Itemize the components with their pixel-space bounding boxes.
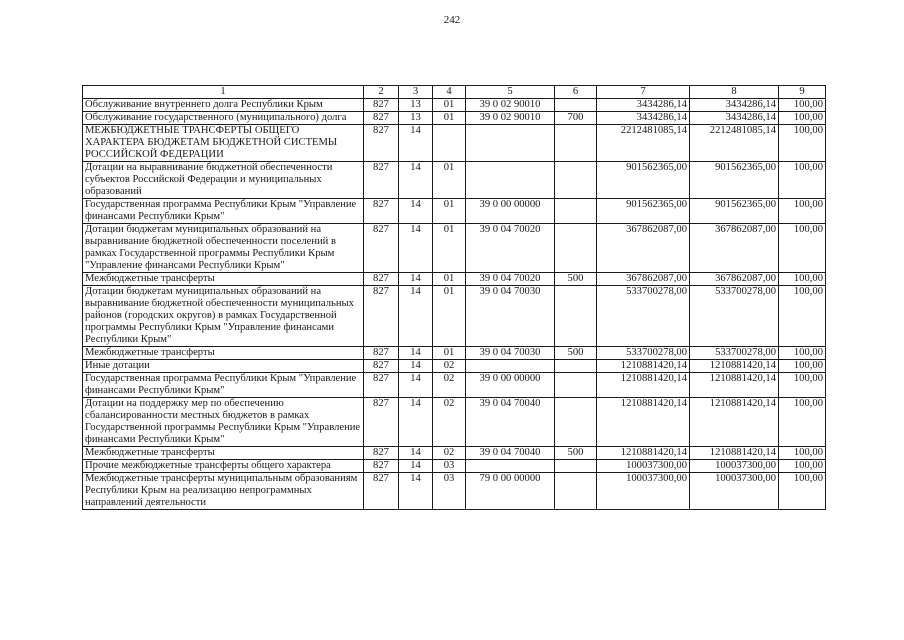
row-section: 14 [399,224,433,273]
row-section: 14 [399,473,433,510]
row-actual-amount: 1210881420,14 [690,447,779,460]
row-section: 14 [399,162,433,199]
row-target-code: 39 0 04 70020 [466,224,555,273]
row-plan-amount: 100037300,00 [597,460,690,473]
row-actual-amount: 1210881420,14 [690,398,779,447]
row-percent: 100,00 [779,373,826,398]
row-percent: 100,00 [779,447,826,460]
row-ministry-code: 827 [364,162,399,199]
col-header: 4 [433,86,466,99]
row-plan-amount: 901562365,00 [597,162,690,199]
row-expense-type: 500 [555,347,597,360]
row-expense-type [555,286,597,347]
row-plan-amount: 3434286,14 [597,99,690,112]
row-name: Дотации бюджетам муниципальных образований на выравнивание бюджетной обеспеченности муниципальных районов (городских округов) в рамках Государственной программы Республики Крым "Управление финансами Республики Крым" [83,286,364,347]
row-subsection: 01 [433,273,466,286]
row-target-code [466,460,555,473]
row-ministry-code: 827 [364,273,399,286]
table-row [83,447,826,460]
row-expense-type: 500 [555,273,597,286]
table-row [83,162,826,199]
row-target-code [466,162,555,199]
row-name: Межбюджетные трансферты [83,347,364,360]
table-row [83,286,826,347]
row-section: 14 [399,199,433,224]
row-actual-amount: 100037300,00 [690,473,779,510]
row-subsection: 03 [433,460,466,473]
row-ministry-code: 827 [364,460,399,473]
row-expense-type: 500 [555,447,597,460]
row-actual-amount: 1210881420,14 [690,373,779,398]
row-target-code: 39 0 02 90010 [466,112,555,125]
row-ministry-code: 827 [364,99,399,112]
row-name: Межбюджетные трансферты муниципальным образованиям Республики Крым на реализацию непрограммных направлений деятельности [83,473,364,510]
row-percent: 100,00 [779,347,826,360]
row-section: 14 [399,360,433,373]
row-expense-type [555,460,597,473]
col-header: 2 [364,86,399,99]
row-target-code: 39 0 04 70020 [466,273,555,286]
row-name: Иные дотации [83,360,364,373]
row-subsection: 03 [433,473,466,510]
col-header: 7 [597,86,690,99]
row-percent: 100,00 [779,125,826,162]
row-actual-amount: 2212481085,14 [690,125,779,162]
row-percent: 100,00 [779,224,826,273]
row-percent: 100,00 [779,273,826,286]
row-percent: 100,00 [779,460,826,473]
row-ministry-code: 827 [364,473,399,510]
row-expense-type [555,99,597,112]
row-actual-amount: 367862087,00 [690,224,779,273]
table-row [83,99,826,112]
row-percent: 100,00 [779,286,826,347]
row-ministry-code: 827 [364,347,399,360]
row-expense-type [555,398,597,447]
table-row [83,224,826,273]
row-actual-amount: 901562365,00 [690,199,779,224]
row-section: 14 [399,286,433,347]
row-ministry-code: 827 [364,224,399,273]
row-ministry-code: 827 [364,112,399,125]
row-actual-amount: 901562365,00 [690,162,779,199]
row-actual-amount: 1210881420,14 [690,360,779,373]
row-ministry-code: 827 [364,360,399,373]
row-name: Межбюджетные трансферты [83,273,364,286]
table-row [83,398,826,447]
row-ministry-code: 827 [364,199,399,224]
row-percent: 100,00 [779,398,826,447]
row-target-code: 39 0 00 00000 [466,199,555,224]
row-section: 13 [399,112,433,125]
row-actual-amount: 533700278,00 [690,347,779,360]
row-section: 13 [399,99,433,112]
row-target-code [466,125,555,162]
row-subsection: 01 [433,199,466,224]
col-header: 5 [466,86,555,99]
col-header: 1 [83,86,364,99]
row-subsection: 01 [433,162,466,199]
row-subsection: 02 [433,447,466,460]
row-plan-amount: 3434286,14 [597,112,690,125]
row-subsection [433,125,466,162]
row-actual-amount: 533700278,00 [690,286,779,347]
col-header: 3 [399,86,433,99]
row-target-code: 39 0 04 70030 [466,286,555,347]
row-expense-type [555,373,597,398]
row-plan-amount: 2212481085,14 [597,125,690,162]
row-expense-type [555,199,597,224]
row-plan-amount: 533700278,00 [597,286,690,347]
row-plan-amount: 901562365,00 [597,199,690,224]
row-section: 14 [399,125,433,162]
row-percent: 100,00 [779,99,826,112]
row-subsection: 02 [433,360,466,373]
row-section: 14 [399,373,433,398]
row-name: Обслуживание государственного (муниципального) долга [83,112,364,125]
row-section: 14 [399,398,433,447]
row-expense-type [555,125,597,162]
row-section: 14 [399,273,433,286]
row-actual-amount: 100037300,00 [690,460,779,473]
table-row [83,199,826,224]
table-row [83,473,826,510]
row-expense-type [555,473,597,510]
row-ministry-code: 827 [364,286,399,347]
row-plan-amount: 367862087,00 [597,273,690,286]
row-subsection: 01 [433,99,466,112]
row-target-code: 39 0 04 70040 [466,447,555,460]
row-subsection: 01 [433,224,466,273]
row-subsection: 01 [433,347,466,360]
row-subsection: 02 [433,398,466,447]
row-percent: 100,00 [779,112,826,125]
row-target-code: 39 0 00 00000 [466,373,555,398]
col-header: 8 [690,86,779,99]
row-ministry-code: 827 [364,447,399,460]
row-section: 14 [399,447,433,460]
row-name: Дотации бюджетам муниципальных образований на выравнивание бюджетной обеспеченности поселений в рамках Государственной программы Республики Крым "Управление финансами Республики Крым" [83,224,364,273]
row-name: Дотации на выравнивание бюджетной обеспеченности субъектов Российской Федерации и муниципальных образований [83,162,364,199]
row-plan-amount: 367862087,00 [597,224,690,273]
row-name: Обслуживание внутреннего долга Республики Крым [83,99,364,112]
row-percent: 100,00 [779,162,826,199]
row-actual-amount: 3434286,14 [690,112,779,125]
row-percent: 100,00 [779,473,826,510]
row-actual-amount: 3434286,14 [690,99,779,112]
row-expense-type [555,162,597,199]
table-row [83,125,826,162]
row-name: Дотации на поддержку мер по обеспечению сбалансированности местных бюджетов в рамках Государственной программы Республики Крым "Управление финансами Республики Крым" [83,398,364,447]
col-header: 6 [555,86,597,99]
row-ministry-code: 827 [364,125,399,162]
row-subsection: 01 [433,286,466,347]
row-subsection: 02 [433,373,466,398]
row-name: МЕЖБЮДЖЕТНЫЕ ТРАНСФЕРТЫ ОБЩЕГО ХАРАКТЕРА БЮДЖЕТАМ БЮДЖЕТНОЙ СИСТЕМЫ РОССИЙСКОЙ ФЕДЕРАЦИИ [83,125,364,162]
row-name: Государственная программа Республики Крым "Управление финансами Республики Крым" [83,199,364,224]
budget-table [82,85,826,510]
row-plan-amount: 100037300,00 [597,473,690,510]
row-percent: 100,00 [779,199,826,224]
col-header: 9 [779,86,826,99]
row-target-code: 79 0 00 00000 [466,473,555,510]
row-expense-type: 700 [555,112,597,125]
row-actual-amount: 367862087,00 [690,273,779,286]
page-number: 242 [443,14,461,26]
row-plan-amount: 1210881420,14 [597,398,690,447]
row-plan-amount: 533700278,00 [597,347,690,360]
table-row [83,360,826,373]
row-subsection: 01 [433,112,466,125]
budget-table-body [83,99,826,510]
row-plan-amount: 1210881420,14 [597,360,690,373]
table-row [83,347,826,360]
row-ministry-code: 827 [364,398,399,447]
table-row [83,460,826,473]
row-ministry-code: 827 [364,373,399,398]
row-name: Прочие межбюджетные трансферты общего характера [83,460,364,473]
row-plan-amount: 1210881420,14 [597,373,690,398]
row-name: Государственная программа Республики Крым "Управление финансами Республики Крым" [83,373,364,398]
table-row [83,273,826,286]
table-row [83,373,826,398]
row-target-code: 39 0 04 70040 [466,398,555,447]
row-section: 14 [399,347,433,360]
row-section: 14 [399,460,433,473]
row-target-code [466,360,555,373]
row-expense-type [555,224,597,273]
row-name: Межбюджетные трансферты [83,447,364,460]
row-target-code: 39 0 04 70030 [466,347,555,360]
row-expense-type [555,360,597,373]
row-percent: 100,00 [779,360,826,373]
header-row [83,86,826,99]
row-plan-amount: 1210881420,14 [597,447,690,460]
row-target-code: 39 0 02 90010 [466,99,555,112]
table-row [83,112,826,125]
